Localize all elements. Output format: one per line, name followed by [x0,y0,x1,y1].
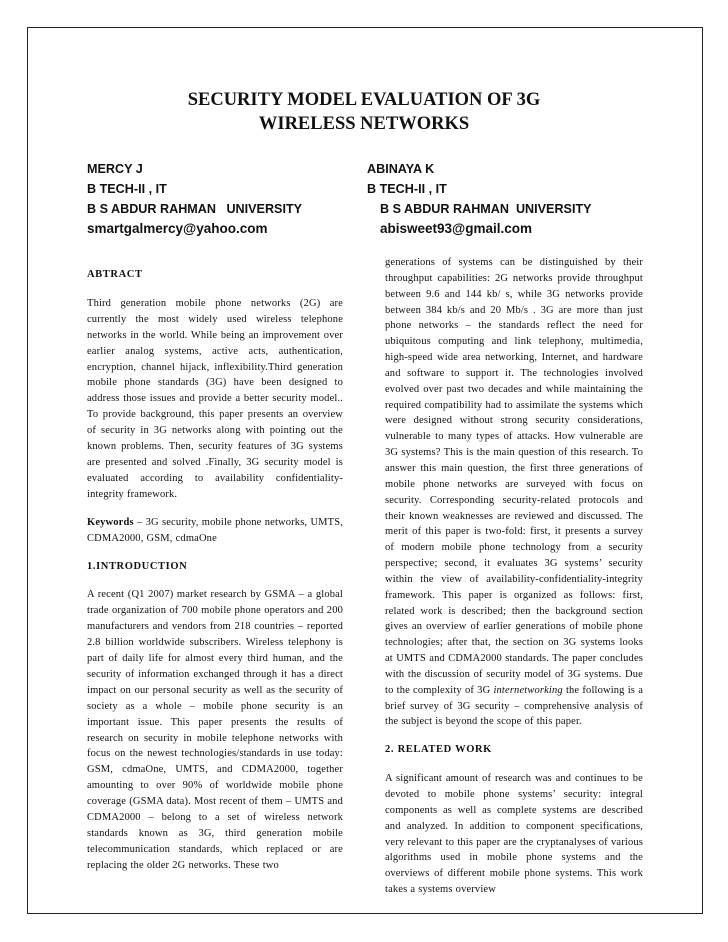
paper-title [0,88,728,136]
keywords-label: Keywords [87,516,134,528]
title-line-1: SECURITY MODEL EVALUATION OF 3G [187,90,541,110]
intro-continued-part-2: the following is a brief survey of 3G security – comprehensive analysis of the subject is beyond the scope of this paper. [385,684,644,728]
author-email: abisweet93@gmail.com [380,221,532,236]
author-block-left [87,159,377,239]
keywords-paragraph [87,515,343,547]
emphasized-term: internetworking [493,684,563,696]
author-email: smartgalmercy@yahoo.com [87,221,268,236]
author-name: ABINAYA K [367,162,435,176]
introduction-text: A recent (Q1 2007) market research by GSMA – a global trade organization of 700 mobile phone operators and 200 manufacturers and vendors from 218 countries – reported 2.8 billion worldwide subscribers. Wireless telephony is part of daily life for almost every third human, and the security of information exchanged through it has a direct impact on our personal security as well as the security of society as a whole – mobile phone security is an important issue. This paper presents the results of research on security in mobile telephone networks with focus on the newest technologies/standards in use today: GSM, cdmaOne, UMTS, and CDMA2000, together amounting to over 90% of worldwide mobile phone coverage (GSMA data). Most recent of them – UMTS and CDMA2000 – belong to a set of wireless network standards known as 3G, third generation mobile telecommunication standards, which replaced or are replacing the older 2G networks. These two [87,589,343,871]
author-university: B S ABDUR RAHMAN UNIVERSITY [87,202,303,216]
author-university: B S ABDUR RAHMAN UNIVERSITY [380,202,592,216]
left-column [87,259,343,886]
keywords-text: – 3G security, mobile phone networks, UMTS, CDMA2000, GSM, cdmaOne [87,516,343,544]
author-block-right [367,159,667,239]
author-program: B TECH-II , IT [87,182,167,196]
abstract-heading: ABTRACT [87,269,143,280]
introduction-heading: 1.INTRODUCTION [87,560,188,572]
abstract-text: Third generation mobile phone networks (2G) are currently the most widely used wireless telephone networks in the world. While being an improvement over earlier analog systems, active acts, authentication, encryption, channel hijack, inflexibility.Third generation mobile phone standards (3G) have been designed to address those issues and provide a better security model.. To provide background, this paper presents an overview of security in 3G networks along with pointing out the known problems. Then, security features of 3G systems are presented and solved .Finally, 3G security model is evaluated according to availability confidentiality- integrity framework. [87,297,343,500]
introduction-continued-text [385,255,643,730]
intro-continued-part-1: generations of systems can be distinguished by their throughput capabilities: 2G networks provide throughput between 9.6 and 144 kb/ s, while 3G networks provide between 384 kb/s and 20 Mb/s . 3G are more than just phone networks – the standards reflect the need for ubiquitous computing and link telephony, multimedia, high-speed wide area networking, Internet, and hardware and software to support it. The technologies involved evolved over past two decades and while maintaining the required compatibility had to assimilate the systems which were designed without strong security considerations, vulnerable to many types of attacks. How vulnerable are 3G systems? This is the main question of this research. To answer this main question, the first three generations of mobile phone networks are surveyed with focus on security. Corresponding security-related protocols and their known weaknesses are reviewed and discussed. The merit of this paper is two-fold: first, it presents a survey of modern mobile phone technology from a security perspective; second, it evaluates 3G systems’ security within the view of availability-confidentiality-integrity framework. This paper is organized as follows: first, related work is described; then the background section gives an overview of earlier generations of mobile phone technologies; after that, the section on 3G systems looks at UMTS and CDMA2000 standards. The paper concludes with the discussion of security model of 3G systems. Due to the complexity of 3G [385,257,643,696]
author-program: B TECH-II , IT [367,182,447,196]
related-work-heading: 2. RELATED WORK [385,744,492,756]
title-line-2: WIRELESS NETWORKS [258,114,470,134]
related-work-text: A significant amount of research was and continues to be devoted to mobile phone systems’ security: integral components as well as complete systems are described and analyzed. In addition to component specifications, very relevant to this paper are the cryptanalyses of various algorithms used in mobile phone systems and the overviews of different mobile phone systems. This work takes a systems overview [385,773,643,896]
author-name: MERCY J [87,162,143,176]
right-column [385,255,643,910]
